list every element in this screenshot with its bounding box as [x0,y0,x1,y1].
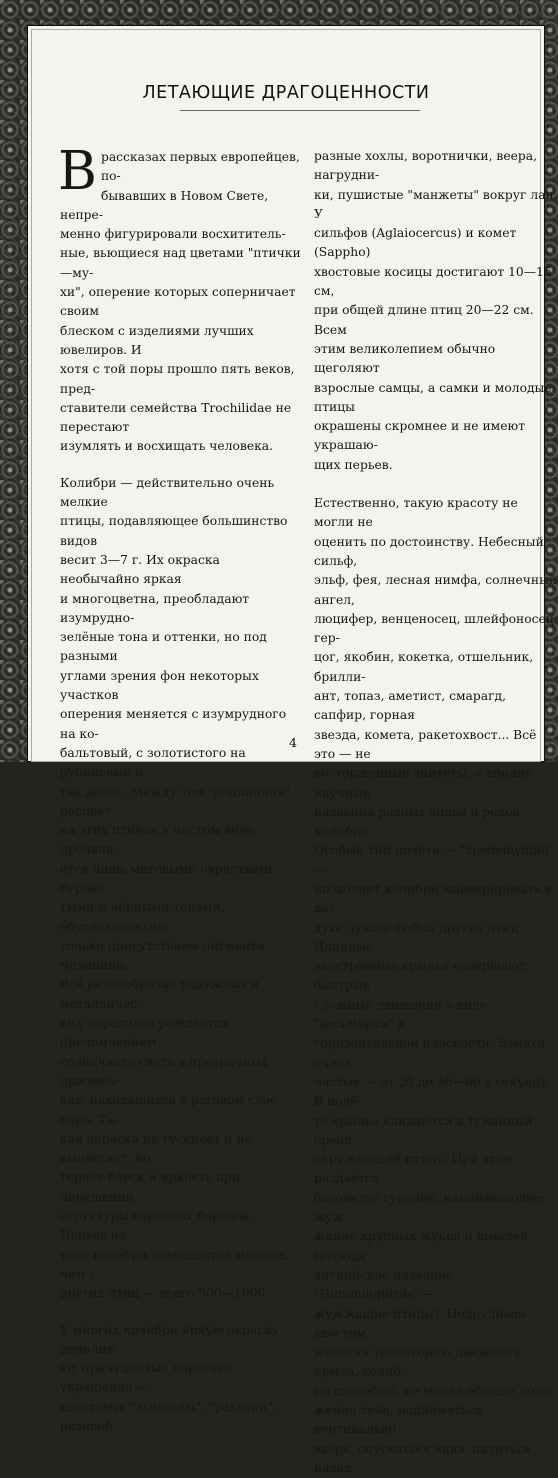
line: структуры перьевых бородок. Перьев на [60,1209,254,1243]
line: хвостовые "вымпелы", "ракетки", разнооб- [60,1399,277,1433]
line: те крылья сливаются в туманный ореол, [314,1113,533,1147]
line: хвостовые косицы достигают 10—15 см, [314,264,552,299]
left-column [58,141,302,1436]
line: сильфов (Aglaiocercus) и комет (Sappho) [314,226,517,260]
line: ется лишь матовыми охристыми, бурова- [60,861,276,895]
line: птицы, подавляющее большинство видов [60,514,288,548]
line: Всё разнообразие радужных и металличес- [60,977,260,1011]
line: заострённые крылья совершают быстрые [314,959,526,993]
line: взрослые самцы, а самки и молодые птицы [314,380,552,414]
line: У многих колибри яркую окраску дополня- [60,1322,280,1356]
line: жужжащие птицы). Подруливая хвостом, [314,1306,526,1340]
line: звезда, комета, ракетохвост... Всё это — не [314,727,537,761]
line: частые — от 20 до 50—80 в секунду. В полё- [314,1074,552,1109]
line: изменяя траекторию движения крыла, колиб- [314,1345,521,1379]
paragraph-1 [58,141,302,457]
line: весит 3—7 г. Их окраска необычайно яркая [60,552,220,587]
line: жание крупных жуков и шмелей (отсюда [314,1229,529,1263]
line: щих перьев. [314,457,393,472]
line: Особый тип полёта — "трепещущий" — [314,843,555,877]
line: разные хохлы, воротнички, веера, нагрудни- [314,149,537,183]
line: ют причудливые перьевые украшения — [60,1361,234,1395]
line: ставители семейства Trochilidae не перестают [60,400,292,435]
line: этим великолепием обычно щеголяют [314,341,496,376]
line: рассказах первых европейцев, по- [100,150,300,184]
line: люцифер, венценосец, шлейфоносец, гер- [314,611,558,646]
line: изумлять и восхищать человека. [60,439,274,454]
line: английское название "Hummingbirds" — [314,1267,454,1302]
line: цог, якобин, кокетка, отшельник, брилли- [314,650,534,684]
line: ки, пушистые "манжеты" вокруг лап. У [314,187,558,221]
line: бывавших в Новом Свете, непре- [60,188,269,222]
line: при общей длине птиц 20—22 см. Всем [314,303,534,337]
drop-cap: В [58,141,97,202]
right-column [314,147,558,1478]
line: теле колибри помещается меньше, чем у [60,1247,290,1281]
line: ант, топаз, аметист, смарагд, сапфир, горная [314,689,506,723]
line: кая окраска не тускнеет и не выцветает, но [60,1131,252,1166]
line: басовитое гудение, напоминающее жуж- [314,1190,545,1225]
line: ри способны, не меняя общего поло- [314,1383,555,1398]
line: позволяет колибри маневрировать в воз- [314,881,552,916]
page-number: 4 [289,735,297,750]
paragraph-4 [314,147,558,475]
paragraph-3 [60,1321,302,1437]
line: оценить по достоинству. Небесный сильф, [314,534,544,568]
line: зелёные тона и оттенки, но под разными [60,630,267,664]
line: углами зрения фон некоторых участков [60,668,259,703]
line: окружающий птицу. При этом раздаётся [314,1152,513,1186]
line: ные, вьющиеся над цветами "птички—му- [60,246,301,280]
line: жения тела, подниматься вертикально [314,1403,483,1437]
line: теряет блеск и яркость при нарушении [60,1170,241,1204]
title-underline [180,110,420,111]
line: ках, находящихся в роговом слое пера. Та- [60,1093,278,1127]
line: и многоцветна, преобладают изумрудно- [60,591,250,625]
line: ка этих птичек в чистом виде проявля- [60,823,254,857]
line: Колибри — действительно очень мелкие [60,475,275,510]
line: ких переливов рождается преломлением [60,1016,229,1050]
line: духе лучше любых других птиц. Длинные [314,920,523,954]
line: эльф, фея, лесная нимфа, солнечный ангел, [314,573,558,607]
line: хи", оперение которых соперничает своим [60,285,296,319]
article-title: ЛЕТАЮЩИЕ ДРАГОЦЕННОСТИ [142,83,430,103]
line: блеском с изделиями лучших ювелиров. И [60,323,254,357]
line: Естественно, такую красоту не могли не [314,496,518,530]
paragraph-2 [60,474,302,1304]
line: окрашены скромнее и не имеют украшаю- [314,419,525,453]
line: горизонтальной плоскости. Взмахи очень [314,1036,546,1070]
line: оперения меняется с изумрудного на ко- [60,707,287,741]
line: других птиц — всего 900—1000. [60,1286,270,1301]
line: хотя с той поры прошло пять веков, пред- [60,362,295,396]
line: менно фигурировали восхититель- [60,227,286,242]
line: солнечного света в прозрачных призмоч- [60,1054,268,1088]
line: восторженные эпитеты, а вполне научные [314,766,533,800]
line: названия разных видов и родов колибри. [314,804,520,839]
line: бальтовый, с золотистого на рубиновый и [60,745,246,780]
paragraph-5 [314,494,558,1478]
line: сложные движения в виде "восьмёрки" в [314,997,487,1032]
line: только присутствием пигмента меланина. [60,938,265,973]
line: тыми и чёрными тонами, обусловленными [60,900,225,934]
line: вверх, опускаться вниз, пятиться назад. [314,1441,532,1475]
line: так далее. Между тем "подлинная" расцвет- [60,784,291,818]
